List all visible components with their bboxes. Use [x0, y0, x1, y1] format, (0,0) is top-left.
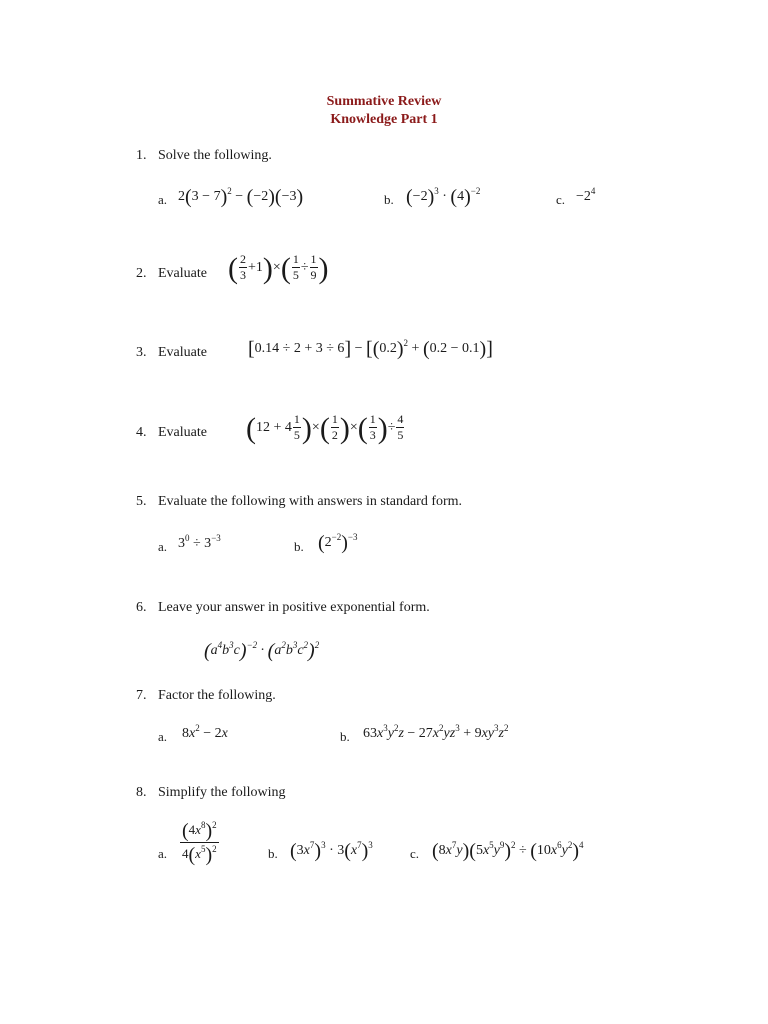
- question-8-text: Simplify the following: [158, 785, 286, 800]
- question-4-expression: (12 + 4 $\frac{1}{5}$ )×( $\frac{1}{2}$ )×( $\frac{1}{3}$ )÷ $\frac{4}{5}$: [246, 412, 404, 445]
- question-7b-label: b.: [340, 729, 350, 744]
- question-6-number: 6.: [136, 600, 147, 615]
- question-1b-expression: $(-2)^3 \cdot (4)^{-2}$: [406, 186, 481, 208]
- question-4-text: Evaluate: [158, 425, 207, 440]
- question-6-text: Leave your answer in positive exponential form.: [158, 600, 430, 615]
- question-1b-label: b.: [384, 192, 394, 207]
- question-1c-label: c.: [556, 192, 566, 207]
- question-7b-expression: $63x^3y^2z - 27x^2yz^3 + 9xy^3z^2$: [363, 723, 509, 741]
- question-1a-expression: $2(3 - 7)^2 - (-2)(-3)$: [178, 186, 304, 208]
- question-5b-expression: $(2^{-2})^{-3}$: [318, 532, 358, 554]
- question-3-number: 3.: [136, 345, 147, 360]
- document-subtitle: Knowledge Part 1: [330, 112, 438, 127]
- question-1-number: 1.: [136, 148, 147, 163]
- question-8c-expression: $(8x^7y)(5x^5y^9)^2 \div (10x^6y^2)^4$: [432, 840, 584, 862]
- question-7-text: Factor the following.: [158, 688, 276, 703]
- question-3-text: Evaluate: [158, 345, 207, 360]
- question-8b-label: b.: [268, 846, 278, 861]
- question-5-number: 5.: [136, 494, 147, 509]
- question-7-number: 7.: [136, 688, 147, 703]
- question-2-number: 2.: [136, 266, 147, 281]
- question-7a-label: a.: [158, 729, 168, 744]
- question-4-number: 4.: [136, 425, 147, 440]
- question-8a-expression: $\frac{(4x^8)^2}{4(x^5)^2}$: [182, 820, 217, 866]
- question-5a-expression: $3^0 \div 3^{-3}$: [178, 533, 221, 551]
- question-1-text: Solve the following.: [158, 148, 272, 163]
- question-1a-label: a.: [158, 192, 168, 207]
- question-8-number: 8.: [136, 785, 147, 800]
- question-2-text: Evaluate: [158, 266, 207, 281]
- question-5a-label: a.: [158, 539, 168, 554]
- question-5b-label: b.: [294, 539, 304, 554]
- document-title: Summative Review: [326, 94, 442, 109]
- question-8a-label: a.: [158, 846, 168, 861]
- question-5-text: Evaluate the following with answers in standard form.: [158, 494, 463, 509]
- question-8b-expression: $(3x^7)^3 \cdot 3(x^7)^3$: [290, 840, 373, 862]
- question-2-expression: ( $\frac{2}{3}$ +1)×( $\frac{1}{5}$ ÷ $\frac{1}{9}$ ): [228, 252, 329, 285]
- question-1c-expression: $-2^4$: [576, 186, 596, 204]
- question-6-expression: $(a^4b^3c)^{-2} \cdot (a^2b^3c^2)^2$: [204, 640, 320, 662]
- question-7a-expression: $8x^2 - 2x$: [182, 723, 228, 741]
- question-3-expression: $[0.14 \div 2 + 3 \div 6] - [(0.2)^2 + (0.2 - 0.1)]$: [248, 338, 493, 360]
- question-8c-label: c.: [410, 846, 420, 861]
